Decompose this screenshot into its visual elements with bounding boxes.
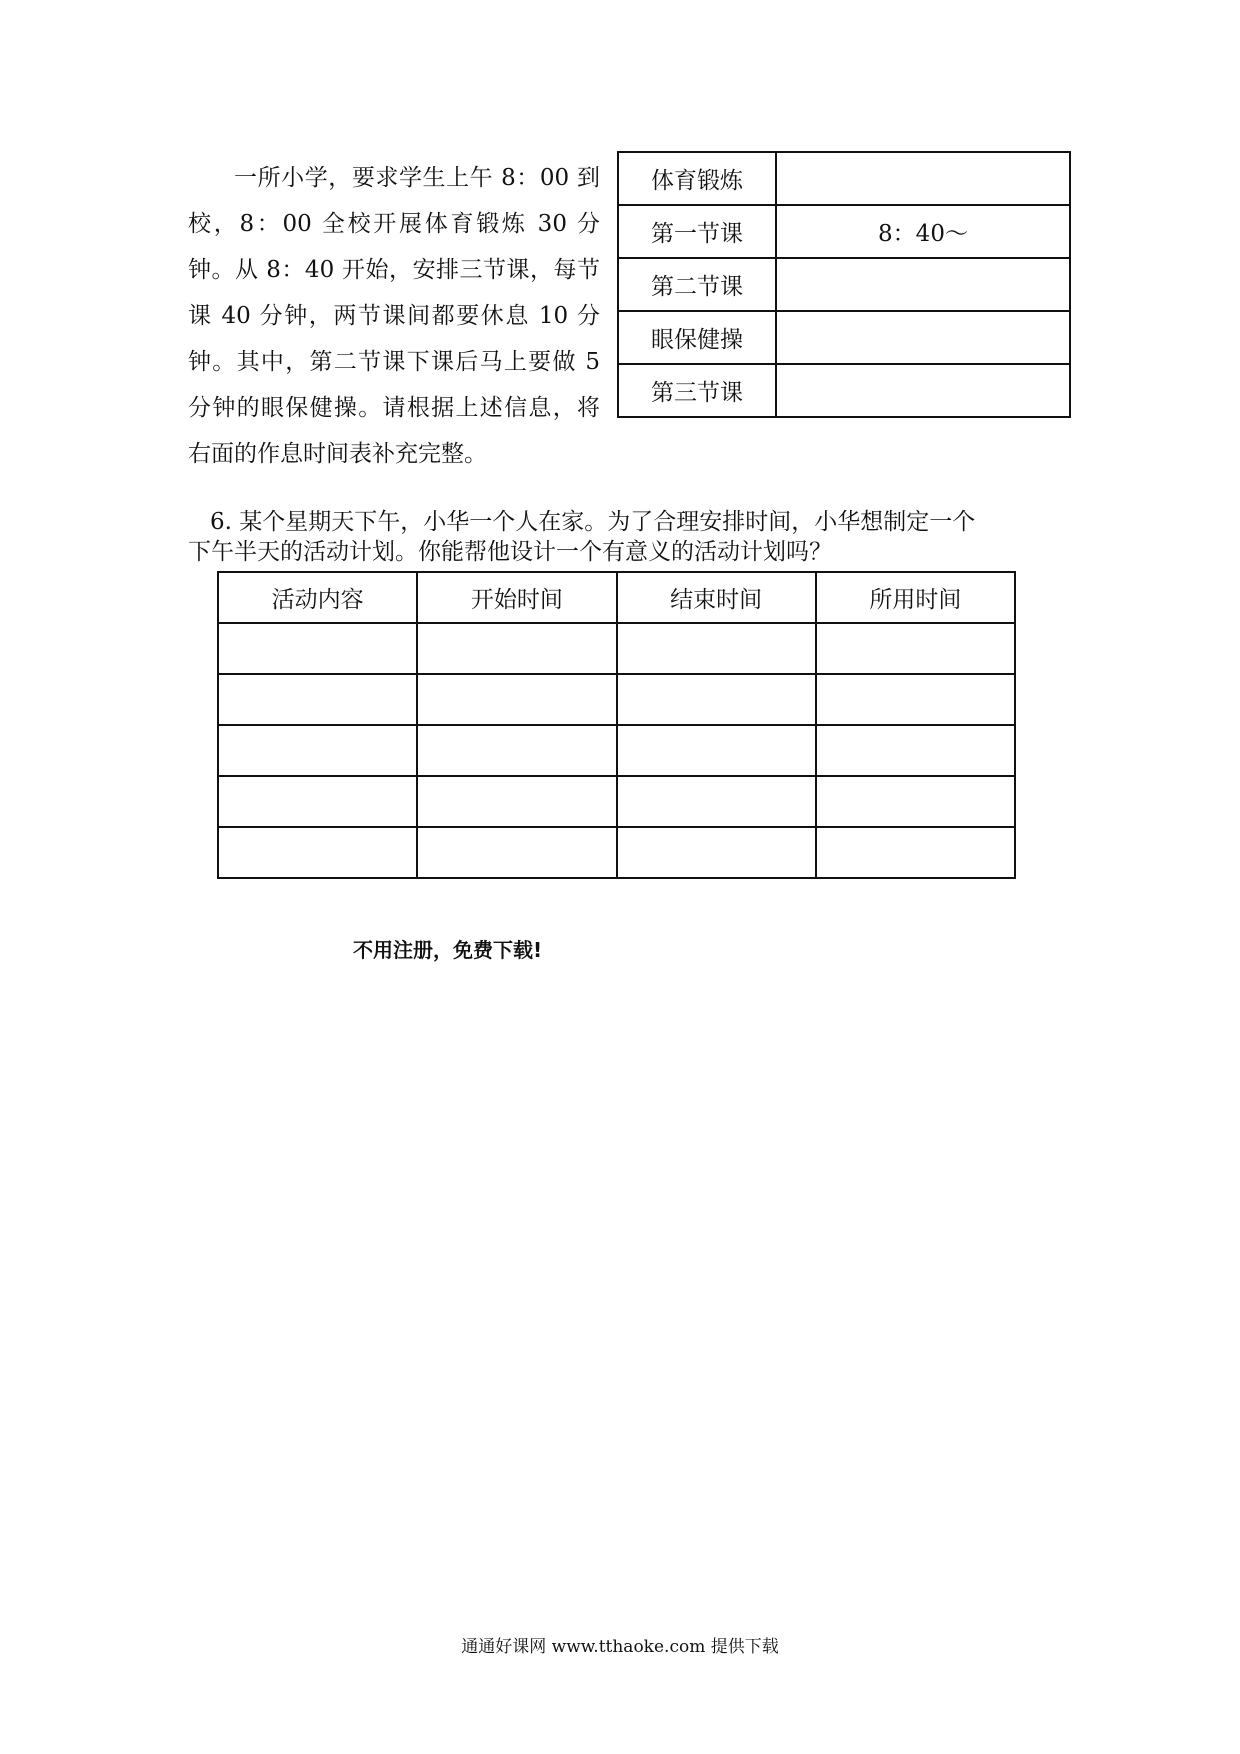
table-row bbox=[218, 776, 1015, 827]
schedule-label: 体育锻炼 bbox=[618, 152, 776, 205]
activity-plan-table bbox=[217, 571, 1016, 879]
table-row bbox=[618, 152, 1070, 205]
problem-6-line-2: 下午半天的活动计划。你能帮他设计一个有意义的活动计划吗？ bbox=[188, 539, 832, 565]
empty-cell bbox=[617, 827, 816, 878]
column-header: 开始时间 bbox=[417, 572, 616, 623]
table-row bbox=[218, 623, 1015, 674]
empty-cell bbox=[816, 623, 1015, 674]
empty-cell bbox=[816, 674, 1015, 725]
schedule-time-cell bbox=[776, 311, 1070, 364]
empty-cell bbox=[617, 725, 816, 776]
schedule-table bbox=[617, 151, 1071, 418]
schedule-time-cell bbox=[776, 258, 1070, 311]
column-header: 所用时间 bbox=[816, 572, 1015, 623]
empty-cell bbox=[816, 725, 1015, 776]
promo-text: 不用注册，免费下载! bbox=[353, 938, 543, 962]
table-row bbox=[618, 205, 1070, 258]
schedule-time-cell bbox=[776, 152, 1070, 205]
schedule-label: 第一节课 bbox=[618, 205, 776, 258]
empty-cell bbox=[218, 827, 417, 878]
empty-cell bbox=[417, 674, 616, 725]
empty-cell bbox=[816, 776, 1015, 827]
schedule-time-cell bbox=[776, 364, 1070, 417]
empty-cell bbox=[218, 674, 417, 725]
schedule-time-cell: 8：40～ bbox=[776, 205, 1070, 258]
table-row bbox=[218, 725, 1015, 776]
empty-cell bbox=[816, 827, 1015, 878]
empty-cell bbox=[617, 674, 816, 725]
empty-cell bbox=[218, 725, 417, 776]
table-row bbox=[618, 364, 1070, 417]
problem-number: 6. bbox=[210, 509, 232, 535]
empty-cell bbox=[417, 725, 616, 776]
empty-cell bbox=[218, 776, 417, 827]
column-header: 结束时间 bbox=[617, 572, 816, 623]
schedule-label: 眼保健操 bbox=[618, 311, 776, 364]
problem-6-text bbox=[188, 507, 1068, 567]
schedule-label: 第二节课 bbox=[618, 258, 776, 311]
problem-5-text: 一所小学，要求学生上午 8：00 到校，8：00 全校开展体育锻炼 30 分钟。从 8：40 开始，安排三节课，每节课 40 分钟，两节课间都要休息 10 分钟。其中，第二节课下课后马上要做 5 分钟的眼保健操。请根据上述信息，将右面的作息时间表补充完整。 bbox=[188, 165, 600, 467]
empty-cell bbox=[417, 623, 616, 674]
table-header-row bbox=[218, 572, 1015, 623]
table-row bbox=[218, 674, 1015, 725]
page-footer: 通通好课网 www.tthaoke.com 提供下载 bbox=[461, 1637, 779, 1657]
schedule-label: 第三节课 bbox=[618, 364, 776, 417]
problem-6-line-1 bbox=[188, 507, 1068, 537]
empty-cell bbox=[417, 827, 616, 878]
empty-cell bbox=[218, 623, 417, 674]
empty-cell bbox=[617, 776, 816, 827]
problem-6-line-1-text: 某个星期天下午，小华一个人在家。为了合理安排时间，小华想制定一个 bbox=[239, 509, 976, 535]
empty-cell bbox=[617, 623, 816, 674]
empty-cell bbox=[417, 776, 616, 827]
table-row bbox=[618, 258, 1070, 311]
table-row bbox=[618, 311, 1070, 364]
column-header: 活动内容 bbox=[218, 572, 417, 623]
table-row bbox=[218, 827, 1015, 878]
